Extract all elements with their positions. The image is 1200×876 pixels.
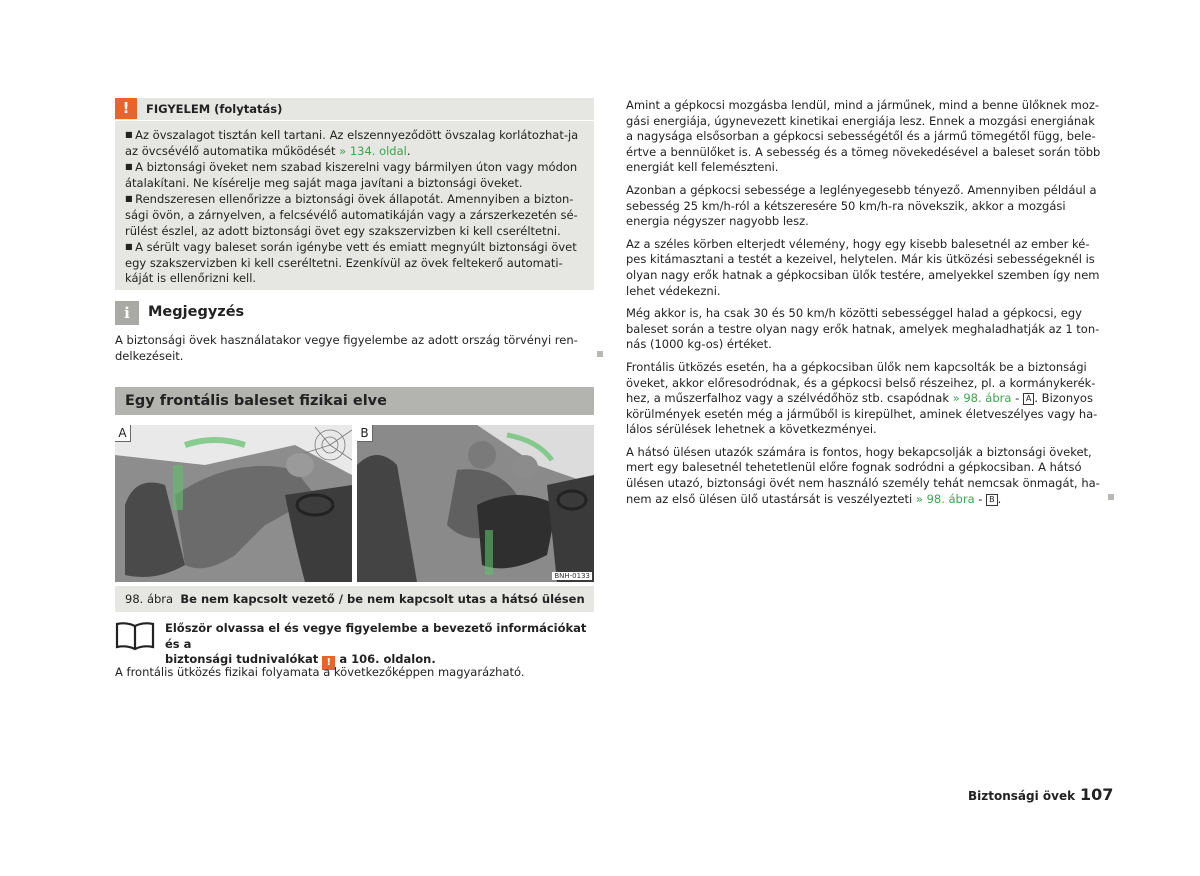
figure-panel-a <box>115 425 352 582</box>
end-mark-icon <box>1108 494 1114 500</box>
footer-section: Biztonsági övek <box>968 789 1076 803</box>
rear-passenger-illustration <box>357 425 594 582</box>
paragraph: Frontális ütközés esetén, ha a gépkocsiban ülők nem kapcsolták be a biztonsági öveket, akkor előresodródnak, és a gépkocsi belső részeihez, pl. a kormánykerék-hez, a műszerfalhoz vagy a szélvédőhöz stb. csapódnak » 98. ábra - A . Bizonyos körülmények esetén még a járműből is kirepülhet, aminek életveszélyes vagy ha-lálos sérülések lehetnek a következményei. <box>626 359 1098 437</box>
warning-item: ■ Rendszeresen ellenőrizze a biztonsági övek állapotát. Amennyiben a bizton-sági övön, a zárnyelven, a felcsévélő automatikáján vagy a zárszerkezetén sé-rülést észlel, az adott biztonsági övet egy szakszervizben ki kell cseréltetni. <box>125 191 584 239</box>
driver-illustration <box>115 425 352 582</box>
intro-text: A frontális ütközés fizikai folyamata a következőképpen magyarázható. <box>115 665 525 679</box>
page-number: 107 <box>1080 785 1114 804</box>
warning-icon: ! <box>115 98 137 119</box>
warning-items <box>125 121 584 287</box>
read-first-text: Először olvassa el és vegye figyelembe a bevezető információkat és a biztonsági tudnivalókat ! a 106. oldalon. <box>165 621 587 669</box>
paragraph: Az a széles körben elterjedt vélemény, hogy egy kisebb balesetnél az ember ké-pes kitámasztani a testét a kezeivel, helytelen. Már kis ütközési sebességeknél is olyan nagy erők hatnak a gépkocsiban ülők testére, amelyekkel szemben így nem lehet védekezni. <box>626 236 1100 298</box>
info-icon: i <box>115 301 139 325</box>
figure-98 <box>115 425 594 582</box>
caption-text: Be nem kapcsolt vezető / be nem kapcsolt utas a hátsó ülésen <box>180 592 585 606</box>
caption-number: 98. ábra <box>125 592 174 606</box>
end-mark-icon <box>597 351 603 357</box>
right-column <box>626 98 1104 514</box>
section-title: Egy frontális baleset fizikai elve <box>125 393 387 409</box>
warning-item: ■ A biztonsági öveket nem szabad kiszerelni vagy bármilyen úton vagy módon átalakítani. Ne kísérelje meg saját maga javítani a biztonsági öveket. <box>125 159 584 191</box>
paragraph: Még akkor is, ha csak 30 és 50 km/h közötti sebességgel halad a gépkocsi, egy baleset során a testre olyan nagy erők hatnak, amelyek meghaladhatják az 1 ton-nás (1000 kg-os) értéket. <box>626 306 1100 352</box>
section-header <box>115 387 594 415</box>
note-text: A biztonsági övek használatakor vegye figyelembe az adott ország törvényi ren-delkezéseit. <box>115 333 578 363</box>
paragraph: Azonban a gépkocsi sebessége a leglényegesebb tényező. Amennyiben például a sebesség 25 km/h-ról a kétszeresére 50 km/h-ra növekszik, akkor a mozgási energia négyszer nagyobb lesz. <box>626 182 1097 229</box>
warning-header <box>115 98 594 121</box>
open-book-icon <box>115 621 155 651</box>
warning-item: ■ A sérült vagy baleset során igénybe vett és emiatt megnyúlt biztonsági övet egy szakszervizben ki kell cseréltetni. Ezenkívül az övek feltekerő automati-káját is ellenőrizni kell. <box>125 239 584 287</box>
figure-panel-b <box>357 425 594 582</box>
figure-link[interactable]: » 98. ábra <box>952 391 1012 406</box>
panel-ref-a: A <box>1023 393 1034 405</box>
warning-box <box>115 98 594 290</box>
figure-link[interactable]: » 98. ábra <box>915 491 975 506</box>
note-title: Megjegyzés <box>148 304 245 320</box>
panel-a-label: A <box>115 425 131 442</box>
warning-title: FIGYELEM (folytatás) <box>146 102 283 116</box>
inline-warning-icon: ! <box>322 656 335 670</box>
figure-code: BNH-0133 <box>554 572 590 580</box>
warning-item: ■ Az övszalagot tisztán kell tartani. Az elszennyeződött övszalag korlátozhat-ja az övcsévélő automatika működését » 134. oldal. <box>125 127 584 159</box>
paragraph: A hátsó ülésen utazók számára is fontos, hogy bekapcsolják a biztonsági öveket, mert egy balesetnél tehetetlenül előre fognak sodródni a gépkocsiban. A hátsó ülésen utazó, biztonsági övét nem használó személy tehát nemcsak önmagát, ha-nem az első ülésen ülő utastársát is veszélyezteti » 98. ábra - B . <box>626 444 1100 506</box>
panel-b-label: B <box>357 425 373 442</box>
figure-caption <box>115 586 594 612</box>
page-link[interactable]: » 134. oldal <box>339 143 407 158</box>
paragraph: Amint a gépkocsi mozgásba lendül, mind a járműnek, mind a benne ülőknek moz-gási energiája, úgynevezett kinetikai energiája lesz. Ennek a mozgási energiának a nagysága elsősorban a gépkocsi sebességétől és a jármű tömegétől függ, bele-értve a bennülőket is. A sebesség és a tömeg növekedésével a baleset során több energiát kell felemészteni. <box>626 98 1101 175</box>
panel-ref-b: B <box>986 494 998 506</box>
